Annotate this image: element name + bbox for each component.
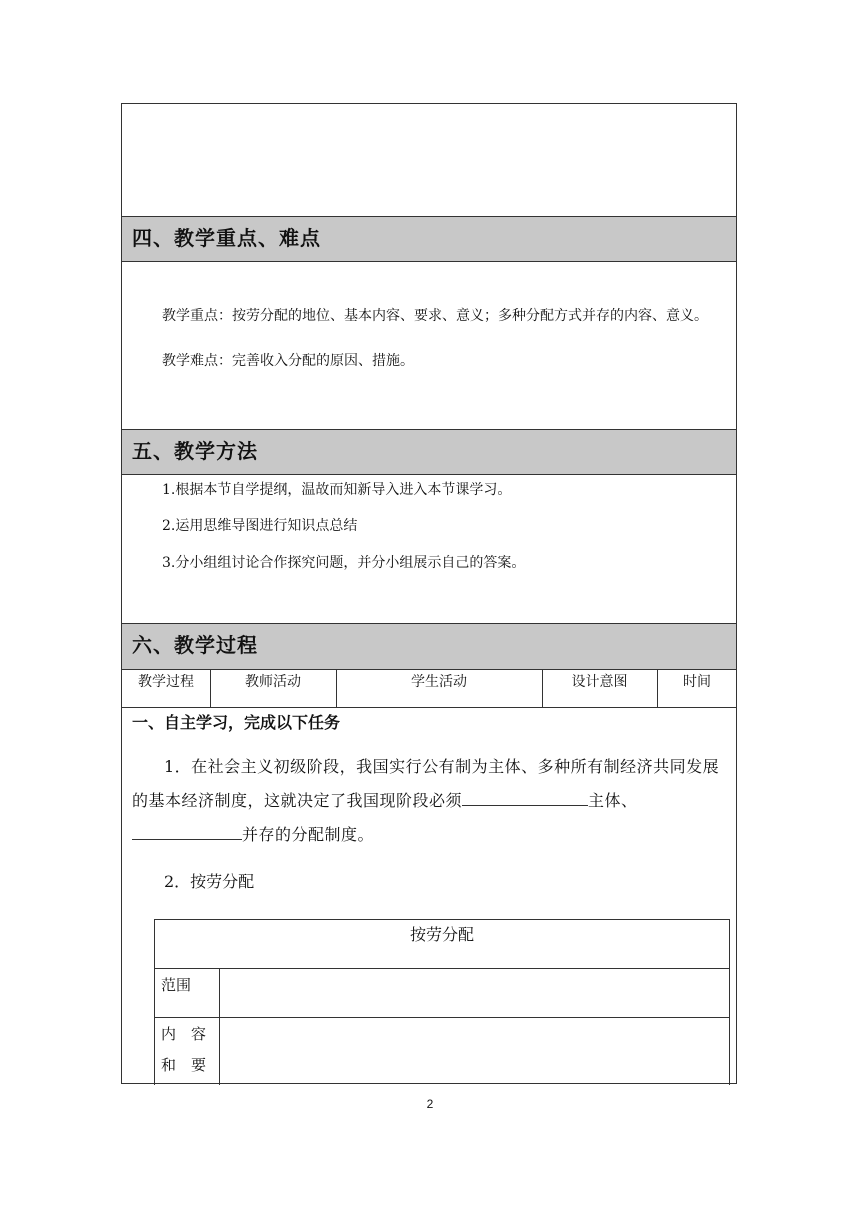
key-points-text: 教学重点：按劳分配的地位、基本内容、要求、意义；多种分配方式并存的内容、意义。 — [162, 308, 708, 324]
question-1 — [132, 750, 728, 852]
column-header: 教学过程 — [138, 674, 194, 690]
distribution-table-title: 按劳分配 — [409, 925, 474, 944]
question-2: 2．按劳分配 — [164, 872, 255, 891]
question-1-text: 主体、 — [588, 791, 638, 810]
section-6-title: 六、教学过程 — [132, 633, 258, 657]
divider — [122, 474, 736, 475]
difficult-points-text: 教学难点：完善收入分配的原因、措施。 — [162, 353, 414, 369]
section-6-header — [122, 623, 736, 669]
row-label-content: 内 容 — [161, 1025, 207, 1043]
divider — [155, 968, 729, 969]
divider — [122, 429, 736, 430]
divider — [122, 707, 736, 708]
method-item: 2.运用思维导图进行知识点总结 — [162, 518, 358, 534]
row-label-content: 和 要 — [161, 1056, 207, 1074]
column-divider — [219, 968, 220, 1085]
answer-blank — [132, 823, 242, 840]
section-5-title: 五、教学方法 — [132, 439, 258, 463]
page-number: 2 — [426, 1097, 434, 1111]
column-header: 时间 — [683, 674, 711, 690]
section-5-header — [122, 429, 736, 474]
divider — [122, 216, 736, 217]
method-item: 1.根据本节自学提纲，温故而知新导入进入本节课学习。 — [162, 482, 512, 498]
distribution-table — [154, 919, 730, 1085]
column-header: 教师活动 — [245, 674, 301, 690]
answer-blank — [462, 789, 588, 806]
question-1-text: 1．在社会主义初级阶段，我国实行公有制为主体、多种所有制经济共同发展的基本经济制度，这就决定了我国现阶段必须 — [132, 757, 720, 810]
task-heading: 一、自主学习，完成以下任务 — [132, 713, 341, 732]
divider — [155, 1017, 729, 1018]
method-item: 3.分小组组讨论合作探究问题，并分小组展示自己的答案。 — [162, 555, 526, 571]
divider — [122, 261, 736, 262]
lesson-plan-table — [121, 103, 737, 1084]
question-1-text: 并存的分配制度。 — [242, 825, 375, 844]
column-header: 学生活动 — [411, 674, 467, 690]
divider — [122, 623, 736, 624]
section-4-title: 四、教学重点、难点 — [132, 226, 321, 250]
section-4-header — [122, 216, 736, 261]
divider — [122, 669, 736, 670]
row-label-scope: 范围 — [161, 976, 192, 994]
column-header: 设计意图 — [571, 674, 628, 690]
